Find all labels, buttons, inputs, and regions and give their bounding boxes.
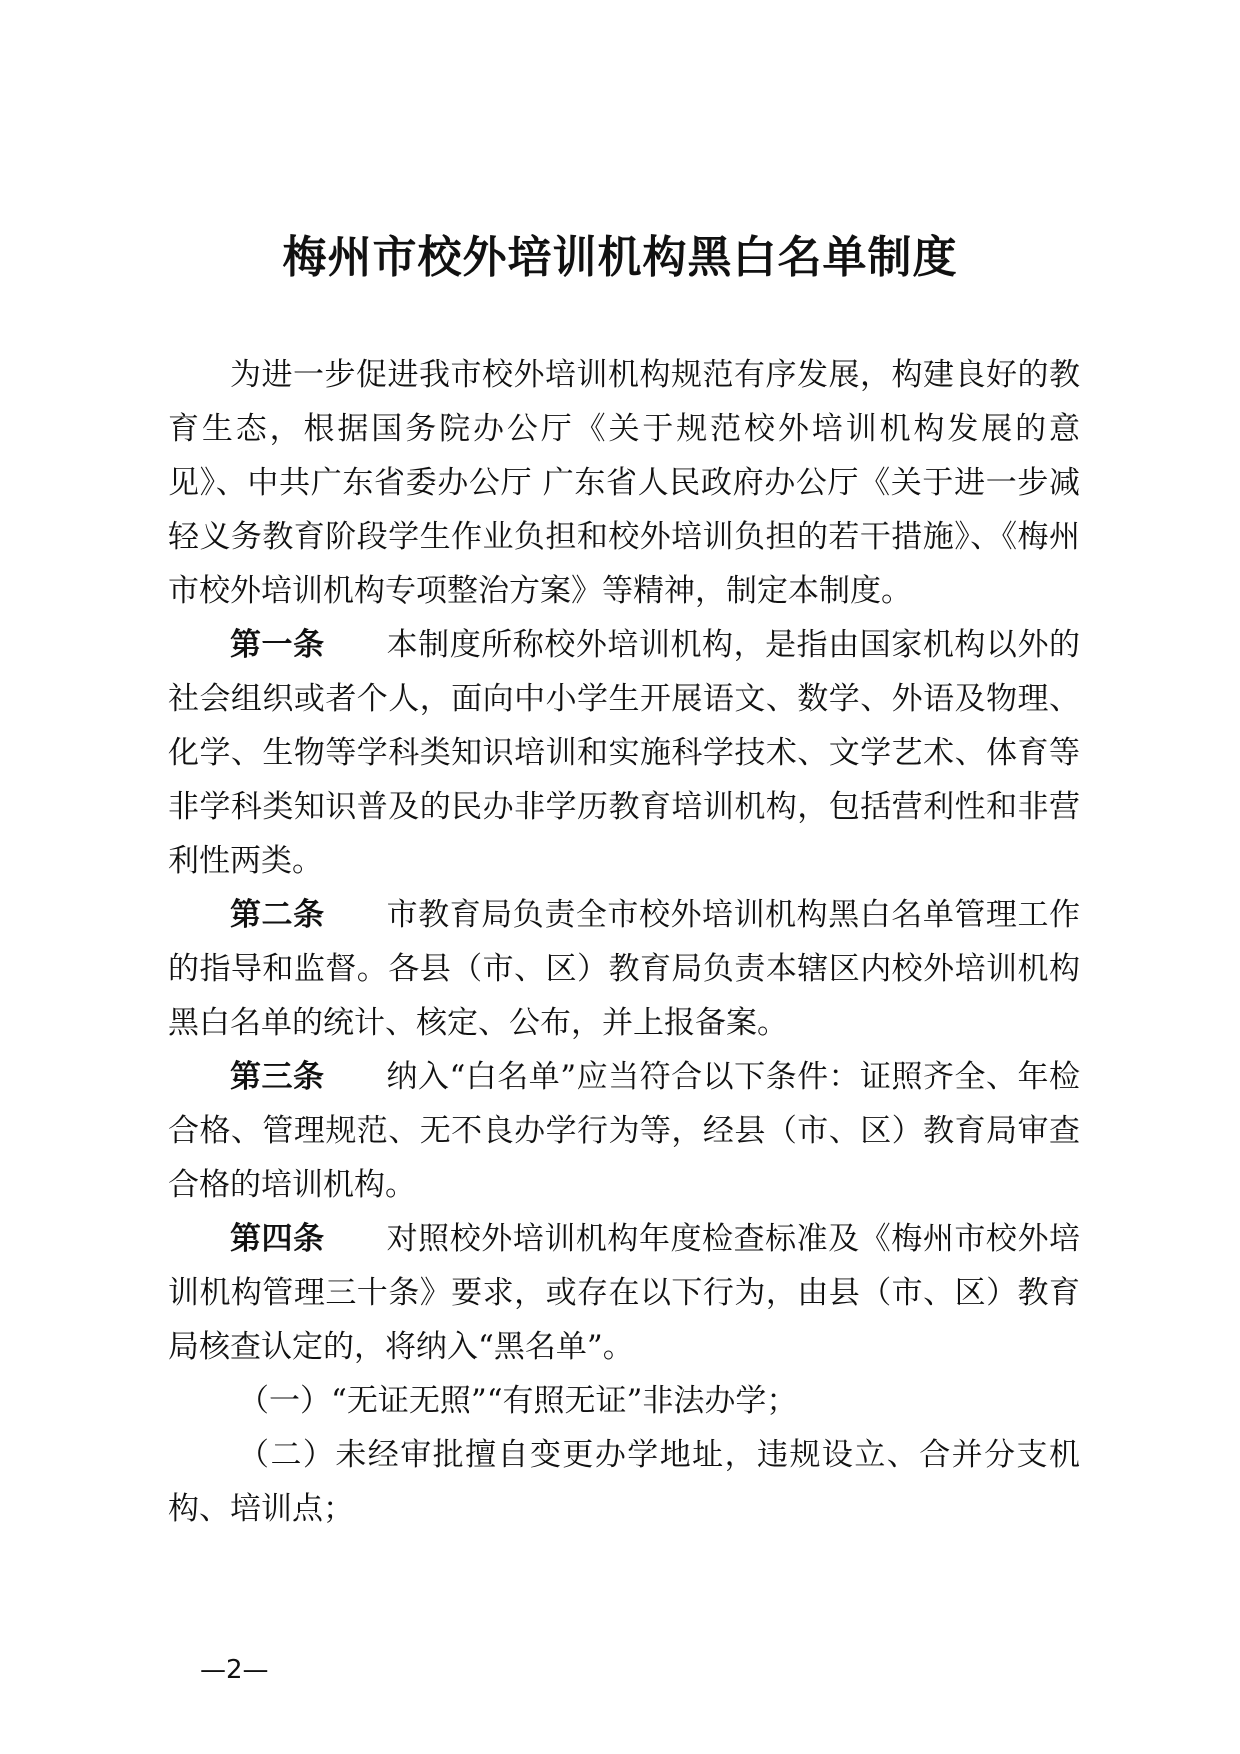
article-3	[168, 1050, 1080, 1212]
page-number: —2—	[200, 1655, 269, 1685]
article-2-label: 第二条	[230, 897, 325, 933]
intro-paragraph: 为进一步促进我市校外培训机构规范有序发展，构建良好的教育生态，根据国务院办公厅《关于规范校外培训机构发展的意见》、中共广东省委办公厅 广东省人民政府办公厅《关于进一步减轻义务教育阶段学生作业负担和校外培训负担的若干措施》、《梅州市校外培训机构专项整治方案》等精神，制定本制度。	[168, 357, 1080, 609]
article-1-text: 本制度所称校外培训机构，是指由国家机构以外的社会组织或者个人，面向中小学生开展语文、数学、外语及物理、化学、生物等学科类知识培训和实施科学技术、文学艺术、体育等非学科类知识普及的民办非学历教育培训机构，包括营利性和非营利性两类。	[168, 627, 1080, 879]
article-2	[168, 888, 1080, 1050]
article-1-label: 第一条	[230, 627, 325, 663]
article-1	[168, 618, 1080, 888]
list-item-1: （一）“无证无照”“有照无证”非法办学；	[238, 1383, 798, 1419]
article-3-text: 纳入“白名单”应当符合以下条件：证照齐全、年检合格、管理规范、无不良办学行为等，经县（市、区）教育局审查合格的培训机构。	[168, 1059, 1080, 1203]
document-title: 梅州市校外培训机构黑白名单制度	[282, 232, 958, 283]
article-4	[168, 1212, 1080, 1374]
list-item-2: （二）未经审批擅自变更办学地址，违规设立、合并分支机构、培训点；	[168, 1437, 1080, 1527]
article-2-text: 市教育局负责全市校外培训机构黑白名单管理工作的指导和监督。各县（市、区）教育局负责本辖区内校外培训机构黑白名单的统计、核定、公布，并上报备案。	[168, 897, 1080, 1041]
article-4-text: 对照校外培训机构年度检查标准及《梅州市校外培训机构管理三十条》要求，或存在以下行为，由县（市、区）教育局核查认定的，将纳入“黑名单”。	[168, 1221, 1080, 1365]
document-body	[168, 348, 1080, 1536]
article-4-label: 第四条	[230, 1221, 325, 1257]
article-3-label: 第三条	[230, 1059, 325, 1095]
